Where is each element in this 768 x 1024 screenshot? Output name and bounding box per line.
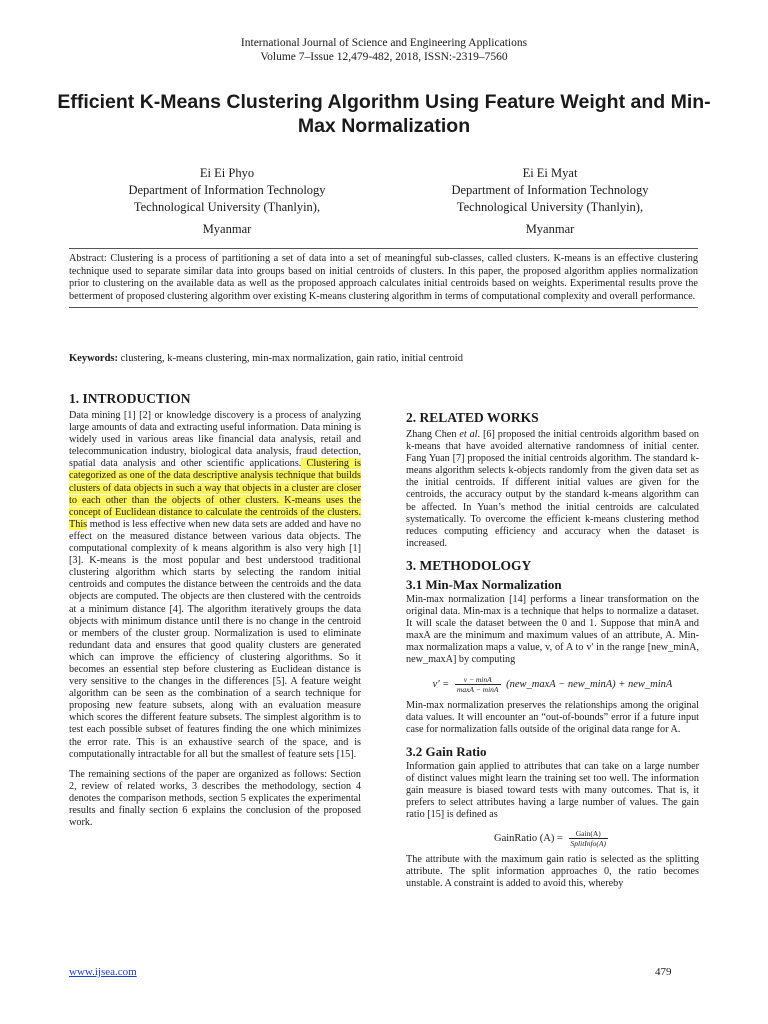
- author-country: Myanmar: [525, 222, 575, 236]
- section-heading-methodology: 3. METHODOLOGY: [406, 557, 532, 573]
- subsection-heading-minmax: 3.1 Min-Max Normalization: [406, 576, 562, 592]
- equation-lhs: GainRatio (A) =: [494, 833, 563, 845]
- fraction-numerator: v − minA: [455, 675, 501, 685]
- keywords-label: Keywords:: [69, 353, 118, 364]
- intro-paragraph-2: The remaining sections of the paper are organized as follows: Section 2, review of related works, 3 describes the methodology, section 4 denotes the comparison methods, section 5 explicates the experimental results and finally section 6 explains the conclusion of the proposed work.: [69, 768, 361, 829]
- fraction-denominator: maxA − minA: [456, 684, 499, 694]
- author-university: Technological University (Thanlyin),: [456, 200, 644, 214]
- section-heading-introduction: 1. INTRODUCTION: [69, 391, 191, 406]
- keywords: [69, 352, 698, 365]
- author-block-2: [415, 165, 685, 238]
- section-heading-related-works: 2. RELATED WORKS: [406, 410, 539, 425]
- journal-volume: Volume 7–Issue 12,479-482, 2018, ISSN:-2319–7560: [260, 51, 508, 63]
- author-department: Department of Information Technology: [451, 183, 649, 197]
- author-university: Technological University (Thanlyin),: [133, 200, 321, 214]
- equation-fraction: [455, 675, 501, 694]
- author-name: Ei Ei Myat: [522, 166, 578, 180]
- related-text: Zhang Chen: [406, 429, 460, 440]
- intro-text-continued: method is less effective when new data sets are added and have no effect on the measured distance between various data objects. The computational complexity of k means algorithm is also very high [1] [3]. K-means is the most popular and best understood traditional clustering algorithm which starts by selecting the random initial centroids and computes the distance between the centroids and the data objects are computed. The objects are then clustered with the centroids at a minimum distance [4]. The algorithm iteratively groups the data objects with minimum distance until there is no change in the centroid or members of the cluster group. Normalization is used to eliminate redundant data and ensures that good quality clusters are generated which can improve the efficiency of clustering algorithms. So it becomes an essential step before clustering as Euclidean distance is very sensitive to the changes in the differences [5]. A feature weight algorithm can be seen as the combination of a search technique for proposing new feature subsets, along with an evaluation measure which scores the different feature subsets. The simplest algorithm is to test each possible subset of features finding the one which minimizes the error rate. This is an exhaustive search of the space, and is computationally intractable for all but the smallest of feature sets [15].: [69, 518, 361, 760]
- author-block-1: [92, 165, 362, 238]
- fraction-numerator: Gain(A): [569, 829, 608, 839]
- fraction-denominator: SplitInfo(A): [570, 839, 606, 849]
- et-al: et al: [459, 429, 478, 440]
- related-text-continued: . [6] proposed the initial centroids algorithm based on k-means that have avoided alternative randomness of initial center. Fang Yuan [7] proposed the initial centroids algorithm. The standard k-means algorithm selects k-objects randomly from the given data set as the initial centroids. If different initial values are given for the centroids, the accuracy output by the standard k-means algorithm can be affected. In Yuan’s method the initial centroids are calculated systematically. To overcome the efficient k-means clustering method reduces computing efficiency and accuracy when the dataset is increased.: [406, 429, 700, 549]
- author-country: Myanmar: [202, 222, 252, 236]
- highlighted-text: Clustering is categorized as one of the data descriptive analysis technique that builds clusters of data objects in such a way that objects in a cluster are closer to each other than the objects of other clusters. K-means uses the concept of Euclidean distance to calculate the centroids of the clusters. This: [69, 458, 361, 530]
- left-column: [69, 391, 361, 837]
- author-department: Department of Information Technology: [128, 183, 326, 197]
- intro-paragraph-1: [69, 410, 361, 761]
- keywords-text: clustering, k-means clustering, min-max normalization, gain ratio, initial centroid: [118, 353, 463, 364]
- related-paragraph: [406, 429, 699, 550]
- gain-ratio-paragraph-1: Information gain applied to attributes that can take on a large number of distinct values might learn the training set too well. The information gain measure is biased toward tests with many outcomes. That is, it prefers to select attributes having a large number of values. The gain ratio [15] is defined as: [406, 760, 699, 821]
- journal-header: [0, 36, 768, 64]
- equation-minmax: [406, 675, 699, 694]
- right-column: [406, 410, 699, 899]
- page-number: 479: [655, 966, 672, 978]
- author-name: Ei Ei Phyo: [199, 166, 255, 180]
- gain-ratio-paragraph-2: The attribute with the maximum gain ratio is selected as the splitting attribute. The split information approaches 0, the ratio becomes unstable. A constraint is added to avoid this, whereby: [406, 854, 699, 890]
- subsection-heading-gain-ratio: 3.2 Gain Ratio: [406, 743, 487, 759]
- equation-rhs: (new_maxA − new_minA) + new_minA: [506, 678, 673, 690]
- journal-link[interactable]: www.ijsea.com: [69, 966, 137, 978]
- intro-text: Data mining [1] [2] or knowledge discovery is a process of analyzing large amounts of data and extracting useful information. Data mining is widely used in various areas like financial data analysis, retail and telecommunication industry, biological data analysis, fraud detection, spatial data analysis and other scientific applications.: [69, 410, 361, 470]
- paper-title: Efficient K-Means Clustering Algorithm Using Feature Weight and Min-Max Normalization: [57, 91, 711, 137]
- abstract: Abstract: Clustering is a process of partitioning a set of data into a set of meaningful sub-classes, called clusters. K-means is an effective clustering technique used to separate similar data into groups based on initial centroids of clusters. In this paper, the proposed algorithm applies normalization prior to clustering on the available data as well as the proposed approach calculates initial centroids based on weights. Experimental results prove the betterment of proposed clustering algorithm over existing K-means clustering algorithm in terms of computational complexity and overall performance.: [69, 248, 698, 308]
- minmax-paragraph-2: Min-max normalization preserves the relationships among the original data values. It will encounter an “out-of-bounds” error if a future input case for normalization falls outside of the original data range for A.: [406, 699, 699, 735]
- equation-lhs: v' =: [432, 678, 450, 690]
- equation-gain-ratio: [406, 829, 699, 848]
- equation-fraction: [569, 829, 608, 848]
- journal-name: International Journal of Science and Engineering Applications: [240, 37, 528, 49]
- minmax-paragraph-1: Min-max normalization [14] performs a linear transformation on the original data. Min-max is a technique that helps to normalize a dataset. It will scale the dataset between the 0 and 1. Suppose that minA and maxA are the minimum and maximum values of an attribute, A. Min-max normalization maps a value, v, of A to v' in the range [new_minA, new_maxA] by computing: [406, 593, 699, 666]
